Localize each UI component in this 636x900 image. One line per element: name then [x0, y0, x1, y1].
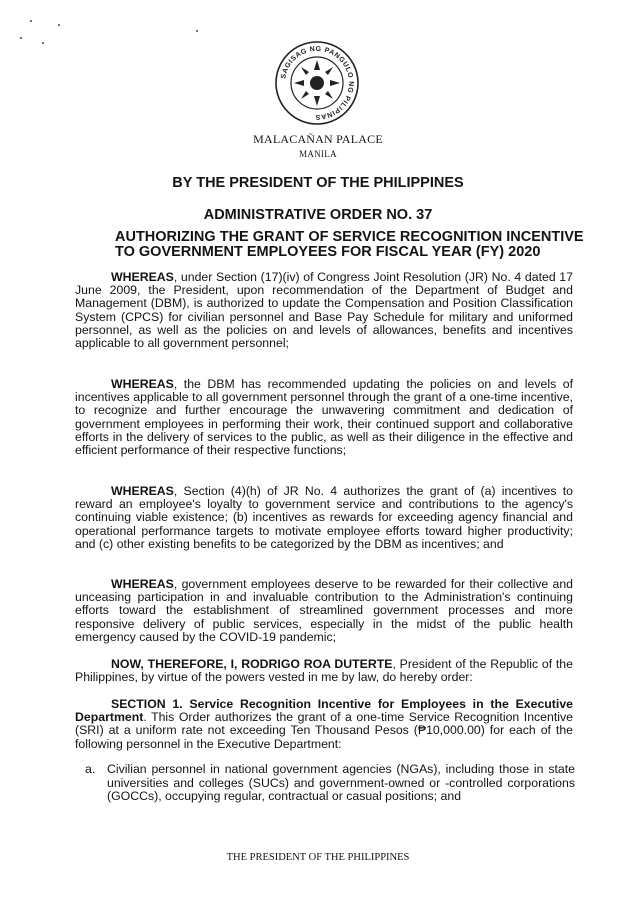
- order-title-line: AUTHORIZING THE GRANT OF SERVICE RECOGNITION INCENTIVE: [115, 229, 584, 245]
- list-item: [85, 763, 575, 804]
- paragraph-text: , President of the Republic of the Philippines, by virtue of the powers vested in me by law, do hereby order:: [75, 657, 573, 685]
- now-therefore-paragraph: [75, 658, 573, 684]
- order-title-line: TO GOVERNMENT EMPLOYEES FOR FISCAL YEAR (FY) 2020: [115, 244, 541, 260]
- paragraph-lead: WHEREAS: [111, 577, 174, 591]
- scan-speck: [58, 24, 60, 26]
- palace-city: MANILA: [299, 149, 337, 159]
- paragraph-lead: WHEREAS: [111, 484, 174, 498]
- paragraph-lead: WHEREAS: [111, 377, 174, 391]
- presidential-seal-icon: [274, 40, 360, 126]
- svg-text:SAGISAG NG PANGULO NG PILIPINA: SAGISAG NG PANGULO NG PILIPINAS: [280, 45, 355, 121]
- page-footer: THE PRESIDENT OF THE PHILIPPINES: [226, 852, 410, 863]
- list-marker: a.: [85, 762, 96, 776]
- section-heading: SECTION 1. Service Recognition Incentive for Employees in the Executive Department: [75, 697, 573, 725]
- paragraph-text: , the DBM has recommended updating the policies on and levels of incentives applicable to all government personnel through the grant of a one-time incentive, to recognize and further encourage the unwavering commitment and dedication of government employees in performing their work, their continued support and collaborative efforts in the delivery of services to the public, as well as their diligence in the effective and efficient performance of their respective functions;: [75, 377, 573, 458]
- scan-speck: [20, 37, 22, 39]
- paragraph-lead: WHEREAS: [111, 270, 174, 284]
- paragraph-lead: NOW, THEREFORE, I, RODRIGO ROA DUTERTE: [111, 657, 393, 671]
- whereas-paragraph-3: [75, 485, 573, 551]
- issuing-authority: BY THE PRESIDENT OF THE PHILIPPINES: [172, 175, 464, 191]
- section-1-paragraph: [75, 698, 573, 751]
- order-title: [115, 229, 584, 260]
- paragraph-text: , Section (4)(h) of JR No. 4 authorizes the grant of (a) incentives to reward an employee's loyalty to government service and contributions to the agency's continuing viable existence; (b) incentives as rewards for exceeding agency financial and operational performance targets to motivate employee efforts toward higher productivity; and (c) other existing benefits to be categorized by the DBM as incentives; and: [75, 484, 573, 551]
- whereas-paragraph-1: [75, 271, 573, 350]
- scan-speck: [196, 30, 198, 32]
- whereas-paragraph-2: [75, 378, 573, 457]
- whereas-paragraph-4: [75, 578, 573, 644]
- paragraph-text: . This Order authorizes the grant of a one-time Service Recognition Incentive (SRI) at a uniform rate not exceeding Ten Thousand Pesos (₱10,000.00) for each of the following personnel in the Executive Department:: [75, 710, 573, 751]
- palace-name: MALACAÑAN PALACE: [253, 132, 383, 146]
- list-item-text: Civilian personnel in national government agencies (NGAs), including those in state universities and colleges (SUCs) and government-owned or -controlled corporations (GOCCs), occupying regular, contractual or casual positions; and: [107, 762, 575, 804]
- paragraph-text: , government employees deserve to be rewarded for their collective and unceasing participation in and invaluable contribution to the Administration's continuing efforts toward the establishment of streamlined government processes and more responsive delivery of public services, especially in the midst of the public health emergency caused by the COVID-19 pandemic;: [75, 577, 573, 644]
- paragraph-text: , under Section (17)(iv) of Congress Joint Resolution (JR) No. 4 dated 17 June 2009, the President, upon recommendation of the Department of Budget and Management (DBM), is authorized to update the Compensation and Position Classification System (CPCS) for civilian personnel and Base Pay Schedule for military and uniformed personnel, as well as the policies on and levels of allowances, benefits and incentives applicable to all government personnel;: [75, 270, 573, 351]
- scan-speck: [30, 20, 32, 22]
- order-number: ADMINISTRATIVE ORDER NO. 37: [203, 207, 433, 223]
- scan-speck: [42, 42, 44, 44]
